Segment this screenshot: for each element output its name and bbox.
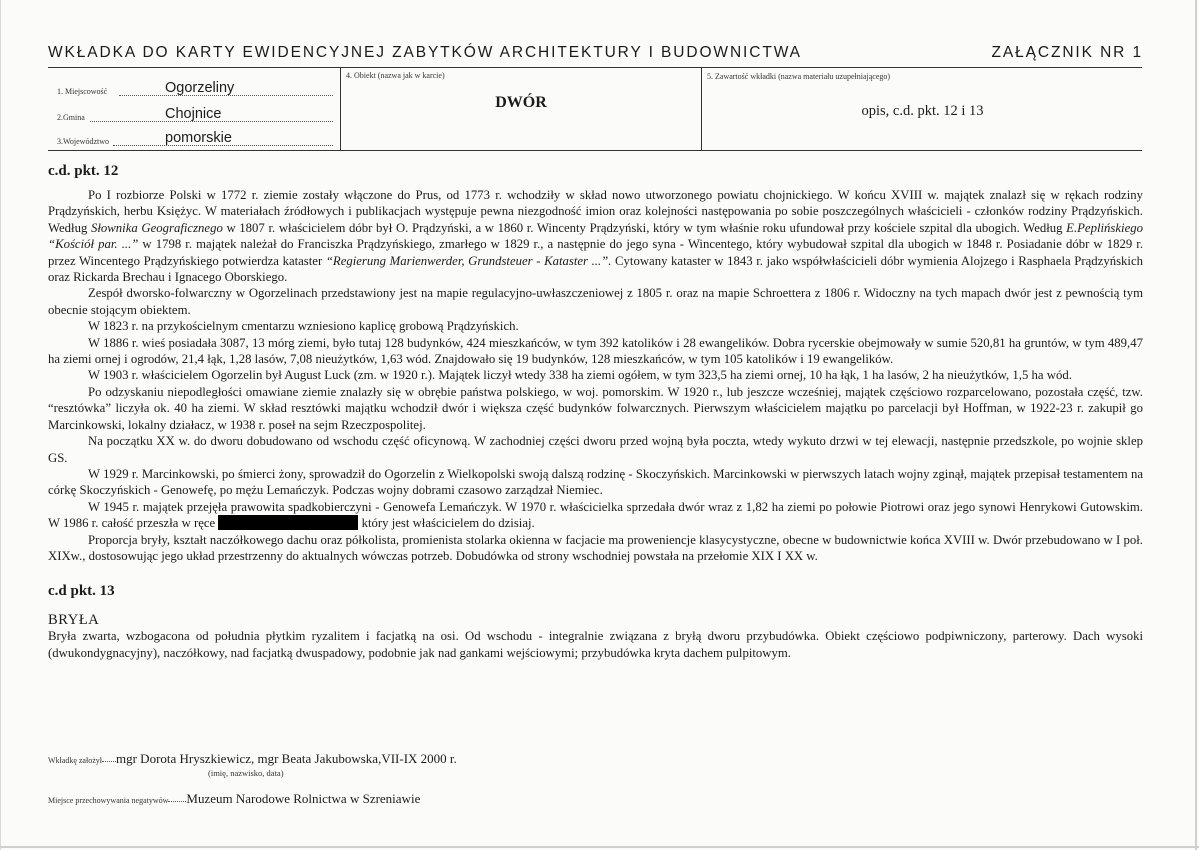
form-header [48, 44, 1143, 64]
redacted-name [218, 515, 358, 530]
annex-number: ZAŁĄCZNIK NR 1 [991, 44, 1143, 61]
author-label: Wkładkę założył [48, 756, 102, 765]
storage-value: Muzeum Narodowe Rolnictwa w Szreniawie [186, 791, 421, 806]
paragraph: W 1886 r. wieś posiadała 3087, 13 mórg ziemi, było tutaj 128 budynków, 424 mieszkańców, w tym 392 katolików i 28 ewangelików. Dobra rycerskie obejmowały w sumie 520,81 ha gruntów, w tym 489,47 ha ziemi ornej i ogrodów, 21,4 łąk, 1,28 lasów, 7,08 nieużytków, 1,63 wód. Znajdowało się 19 budynków, 128 mieszkańców, w tym 105 katolików i 19 ewangelików. [48, 335, 1143, 367]
section-13-heading: c.d pkt. 13 [48, 583, 115, 600]
document-body [48, 162, 1143, 661]
location-cell [48, 68, 340, 150]
scan-edge-left [0, 0, 1, 850]
paragraph: W 1823 r. na przykościelnym cmentarzu wzniesiono kaplicę grobową Prądzyńskich. [88, 319, 519, 334]
paragraph: Bryła zwarta, wzbogacona od południa płytkim ryzalitem i facjatką na osi. Od wschodu - integralnie związana z bryłą dworu przybudówka. Obiekt częściowo podpiwniczony, parterowy. Dach wysoki (dwukondygnacyjny), naczółkowy, nad facjatką dwuspadowy, podobnie jak nad gankami wejściowymi; przybudówka kryta dachem pulpitowym. [48, 629, 1143, 660]
object-label: 4. Obiekt (nazwa jak w karcie) [346, 71, 445, 80]
author-name: E.Pepliński [1066, 220, 1125, 235]
dotted-line [102, 761, 116, 762]
italic-title: ego “Kościół par. ...” [48, 220, 1144, 252]
metadata-table [48, 67, 1142, 151]
paragraph: W 1945 r. majątek przejęła prawowita spadkobierczyni - Genowefa Lemańczyk. W 1970 r. właścicielka sprzedała dwór wraz z 1,82 ha ziemi po połowie Piotrowi oraz jego synowi Henrykowi Gutowskim. W 1986 r. całość przeszła w ręce który jest właścicielem do dzisiaj. [48, 499, 1143, 531]
gmina-value: Chojnice [165, 106, 222, 122]
wojewodztwo-row [57, 130, 327, 148]
contents-value: opis, c.d. pkt. 12 i 13 [861, 103, 984, 119]
paragraph: Po I rozbiorze Polski w 1772 r. ziemie zostały włączone do Prus, od 1773 r. wchodziły w skład nowo utworzonego powiatu chojnickiego. W końcu XVIII w. majątek znalazł się w rękach rodziny Prądzyńskich, herbu Księżyc. W materiałach źródłowych i publikacjach występuje pewna niezgodność imion oraz kolejności następowania po sobie poszczególnych właścicieli - członków rodziny Prądzyńskich. Według Słownika Geograficznego w 1807 r. właścicielem dóbr był O. Prądzyński, a w 1860 r. Wincenty Prądzyński, który w tym właśnie roku ufundował przy kościele szpital dla ubogich. Według E.Peplińskiego “Kościół par. ...” w 1798 r. majątek należał do Franciszka Prądzyńskiego, zmarłego w 1829 r., a następnie do jego syna - Wincentego, który wybudował szpital dla ubogich w 1848 r. Posiadanie dóbr w 1829 r. przez Wincentego Prądzyńskiego potwierdza kataster “Regierung Marienwerder, Grundsteuer - Kataster ...”. Cytowany kataster w 1843 r. jako współwłaścicieli dóbr wymienia Alojzego i Rasphaela Prądzyńskich oraz Rickarda Brechau i Ignacego Oborskiego. [48, 188, 1144, 285]
form-title: WKŁADKA DO KARTY EWIDENCYJNEJ ZABYTKÓW ARCHITEKTURY I BUDOWNICTWA [48, 44, 802, 61]
wojewodztwo-label: 3.Województwo [57, 137, 110, 146]
scan-edge-right [1195, 0, 1197, 850]
storage-label: Miejsce przechowywania negatywów [48, 796, 169, 805]
author-line [48, 750, 457, 768]
author-hint: (imię, nazwisko, data) [208, 768, 284, 778]
paragraph: W 1903 r. właścicielem Ogorzelin był August Luck (zm. w 1920 r.). Majątek liczył wtedy 338 ha ziemi ogółem, w tym 323,5 ha ziemi ornej, 10 ha łąk, 1 ha lasów, 2 ha nieużytków, 1,5 ha wód. [88, 368, 1072, 383]
paragraph: W 1929 r. Marcinkowski, po śmierci żony, sprowadził do Ogorzelin z Wielkopolski swoją dalszą rodzinę - Skoczyńskich. Marcinkowski w pierwszych latach wojny zginął, majątek przepisał testamentem na córkę Skoczyńskich - Genowefę, po mężu Lemańczyk. Podczas wojny dobrami czasowo zarządzał Niemiec. [48, 466, 1143, 498]
object-cell [340, 68, 701, 150]
gmina-row [57, 106, 327, 124]
contents-cell [701, 68, 1143, 150]
object-name: DWÓR [495, 94, 547, 111]
italic-title: Słownika Geograficznego [90, 220, 223, 235]
wojewodztwo-value: pomorskie [165, 130, 232, 146]
paragraph: Na początku XX w. do dworu dobudowano od wschodu część oficynową. W zachodniej części dworu przed wojną była poczta, wtedy wykuto drzwi w tej elewacji, następnie przedszkole, po wojnie sklep GS. [48, 434, 1143, 465]
italic-title: “Regierung Marienwerder, Grundsteuer - Kataster ...”. [325, 253, 612, 268]
storage-line [48, 790, 420, 808]
paragraph: Po odzyskaniu niepodległości omawiane ziemie znalazły się w obrębie państwa polskiego, w woj. pomorskim. W 1920 r., lub jeszcze wcześniej, majątek częściowo rozparcelowano, pozostała część, tzw. “resztówka” liczyła ok. 40 ha ziemi. W skład resztówki majątku wchodził dwór i większa część budynków folwarcznych. Pierwszym właścicielem majątku po parcelacji był Hoffman, w 1922-23 r. zakupił go Marcinkowski, lokalny działacz, w 1938 r. poseł na sejm Rzeczpospolitej. [48, 384, 1143, 432]
miejscowosc-value: Ogorzeliny [165, 80, 235, 96]
scan-edge-bottom [0, 846, 1199, 848]
paragraph: Proporcja bryły, kształt naczółkowego dachu oraz półkolista, promienista stolarka okienna w facjacie ma proweniencje klasycystyczne, obecne w budownictwie końca XVIII w. Dwór przebudowano w I poł. XIXw., dostosowując jego układ przestrzenny do aktualnych wówczas potrzeb. Dobudówka od strony wschodniej powstała na przełomie XIX I XX w. [48, 532, 1143, 563]
dotted-line [168, 801, 186, 802]
miejscowosc-row [57, 80, 327, 98]
gmina-label: 2.Gmina [57, 113, 85, 122]
paragraph: Zespół dworsko-folwarczny w Ogorzelinach przedstawiony jest na mapie regulacyjno-uwłaszczeniowej z 1805 r. oraz na mapie Schroettera z 1806 r. Widoczny na tych mapach dwór jest z pewnością tym obecnie stojącym obiektem. [48, 286, 1143, 317]
miejscowosc-label: 1. Miejscowość [57, 87, 108, 96]
contents-label: 5. Zawartość wkładki (nazwa materiału uzupełniającego) [707, 72, 891, 81]
bryla-subheading: BRYŁA [48, 612, 100, 629]
section-12-heading: c.d. pkt. 12 [48, 163, 119, 179]
author-value: mgr Dorota Hryszkiewicz, mgr Beata Jakubowska,VII-IX 2000 r. [115, 751, 457, 766]
